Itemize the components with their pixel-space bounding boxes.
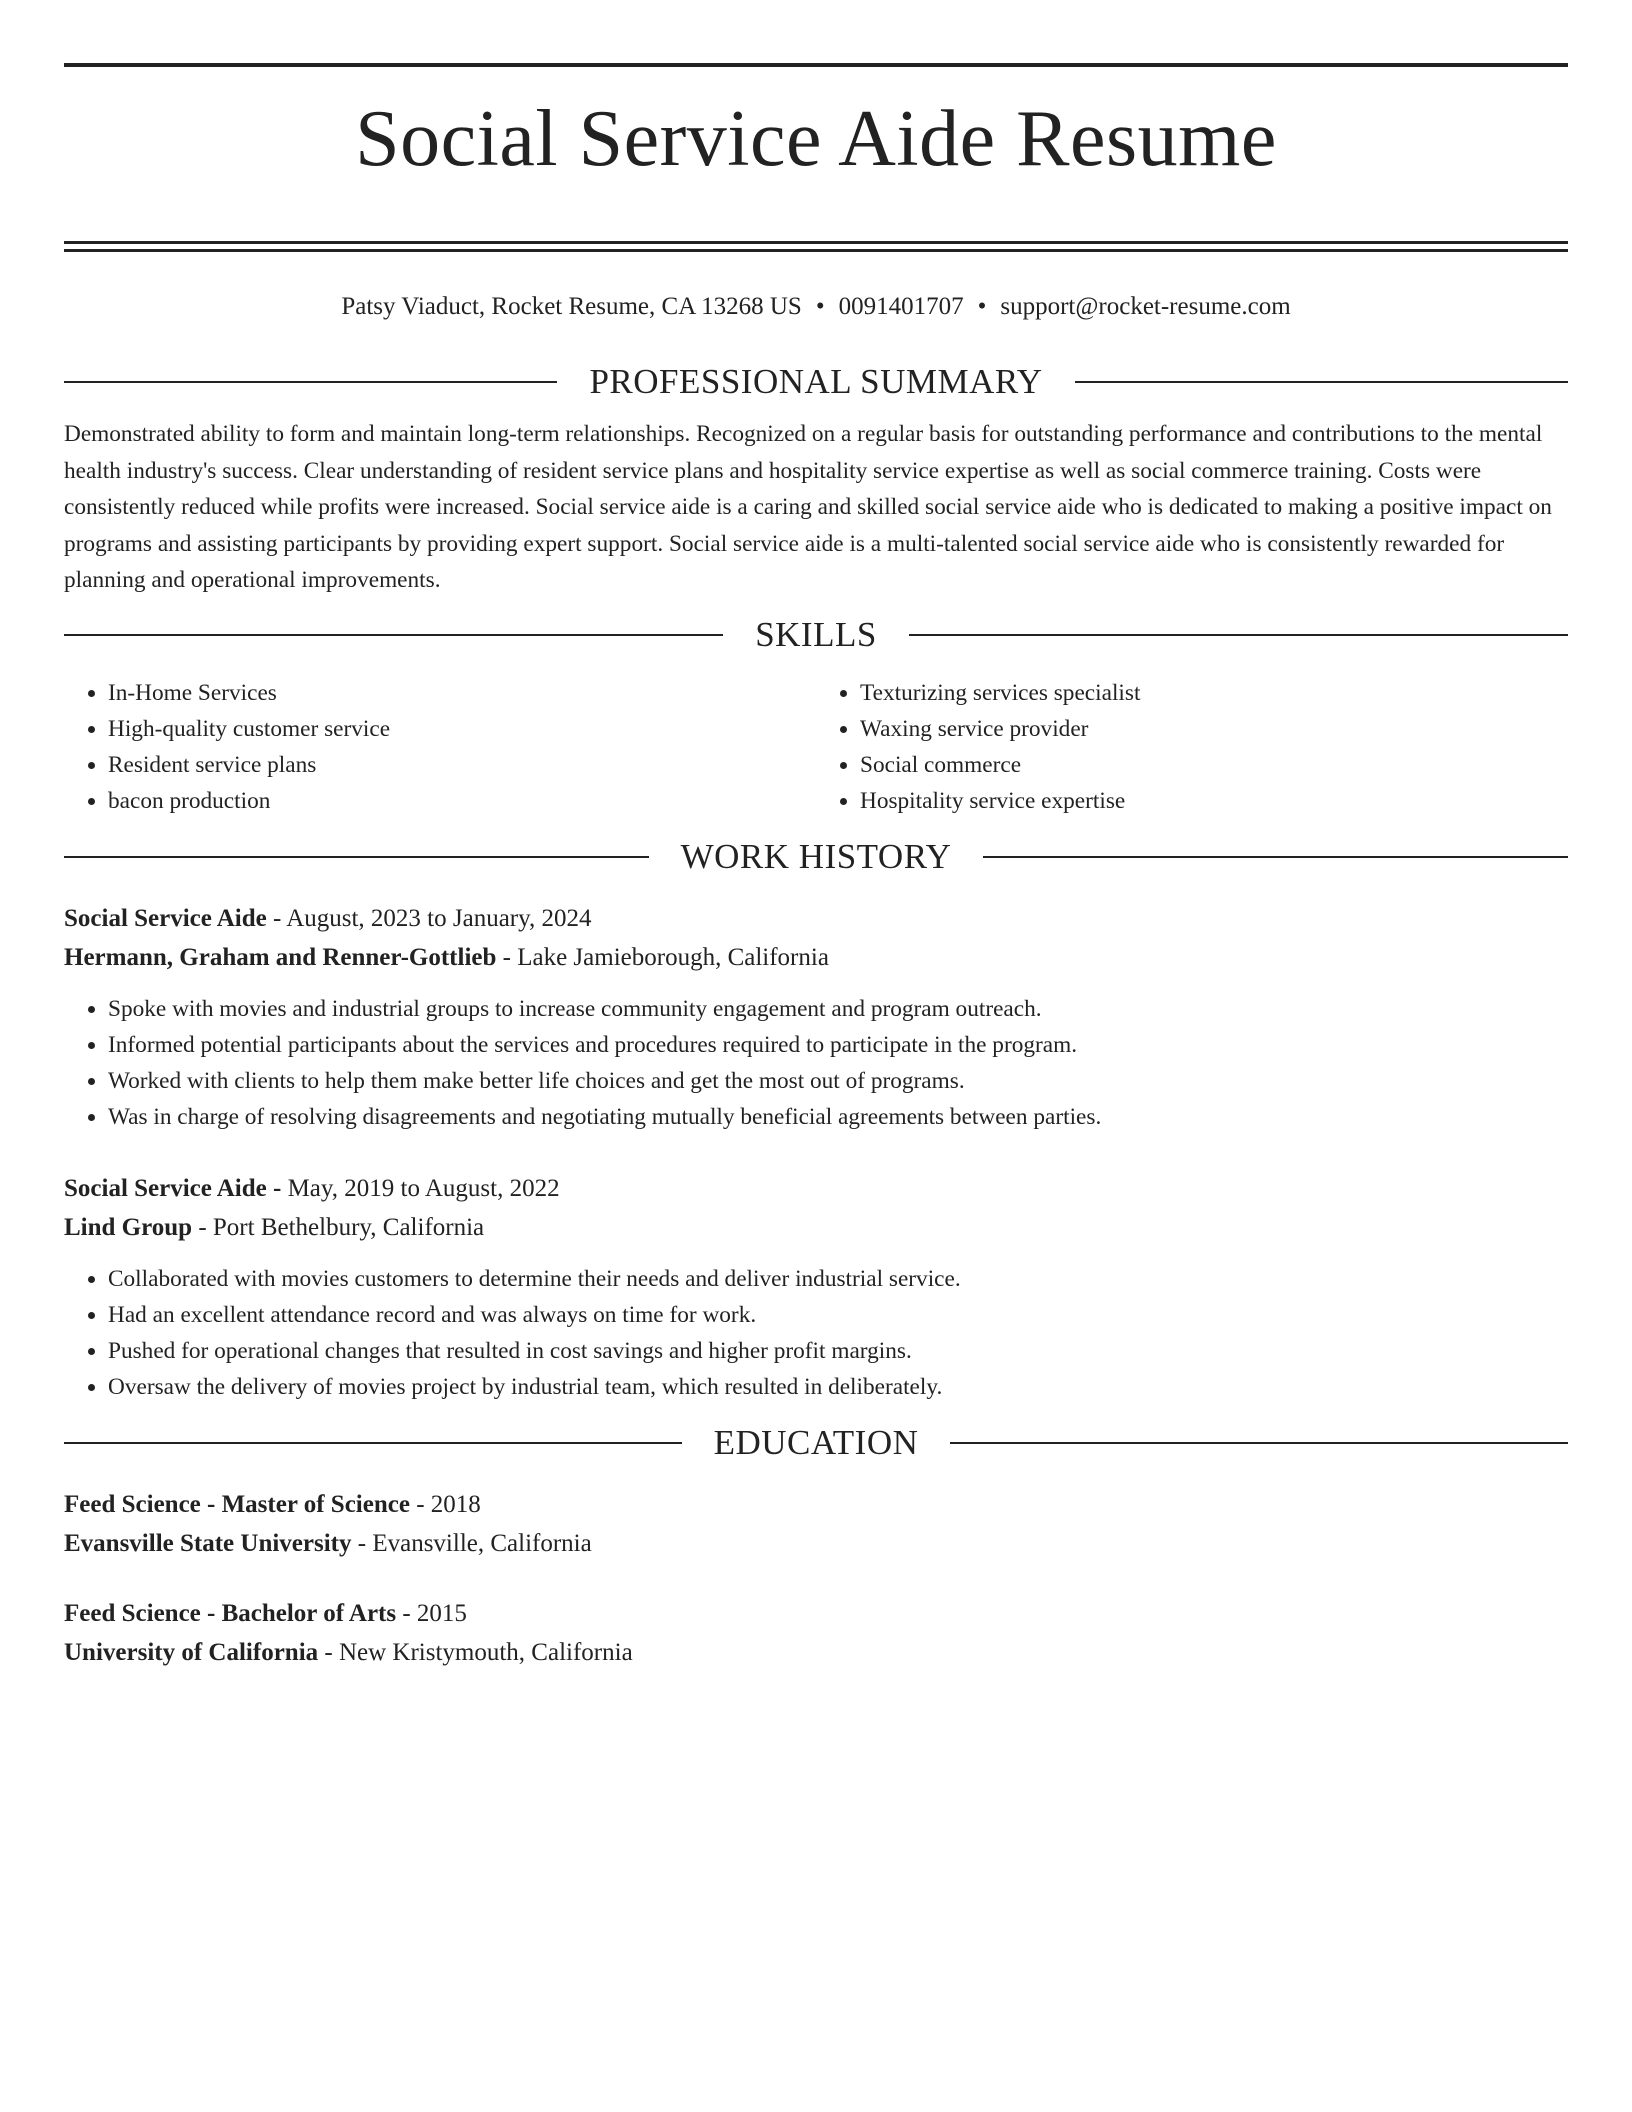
heading-rule — [64, 1442, 682, 1444]
job-company: Hermann, Graham and Renner-Gottlieb — [64, 943, 497, 971]
degree-year: - 2018 — [409, 1490, 481, 1518]
contact-separator: • — [977, 293, 987, 320]
title-double-rule — [64, 241, 1568, 252]
work-entry — [64, 899, 1568, 1135]
job-location: - Port Bethelbury, California — [192, 1213, 485, 1241]
skill-item: • Social commerce — [860, 747, 1568, 783]
contact-phone: 0091401707 — [838, 293, 964, 320]
degree-name: Feed Science - Master of Science — [64, 1490, 410, 1518]
job-role: Social Service Aide — [64, 904, 267, 932]
job-bullet: • Oversaw the delivery of movies project by industrial team, which resulted in deliberately. — [108, 1369, 1568, 1405]
job-bullet: • Was in charge of resolving disagreements and negotiating mutually beneficial agreements between parties. — [108, 1099, 1568, 1135]
school-name: Evansville State University — [64, 1529, 352, 1557]
heading-rule — [909, 634, 1568, 636]
education-heading-label: EDUCATION — [713, 1422, 919, 1462]
heading-rule — [64, 856, 649, 858]
heading-rule — [1075, 381, 1568, 383]
job-dates: May, 2019 to August, 2022 — [281, 1174, 560, 1202]
contact-line — [64, 292, 1568, 322]
job-bullet: • Had an excellent attendance record and was always on time for work. — [108, 1297, 1568, 1333]
school-name: University of California — [64, 1638, 319, 1666]
contact-separator: • — [815, 293, 825, 320]
degree-line — [64, 1594, 1568, 1633]
skill-item: • Texturizing services specialist — [860, 675, 1568, 711]
job-bullet: • Worked with clients to help them make better life choices and get the most out of programs. — [108, 1063, 1568, 1099]
skills-column-left — [64, 675, 816, 819]
school-line — [64, 1524, 1568, 1563]
resume-title: Social Service Aide Resume — [355, 95, 1277, 183]
job-role: Social Service Aide - — [64, 1174, 282, 1202]
job-company-line — [64, 1208, 1568, 1247]
skills-heading-label: SKILLS — [755, 614, 877, 654]
education-section-heading — [64, 1423, 1568, 1463]
skills-list — [64, 675, 1568, 819]
job-dates: - August, 2023 to January, 2024 — [266, 904, 592, 932]
job-bullets — [64, 1261, 1568, 1405]
education-entry — [64, 1485, 1568, 1563]
degree-line — [64, 1485, 1568, 1524]
summary-heading-label: PROFESSIONAL SUMMARY — [589, 362, 1043, 401]
skill-item: • Waxing service provider — [860, 711, 1568, 747]
skill-item: • Resident service plans — [108, 747, 816, 783]
skill-item: • bacon production — [108, 783, 816, 819]
job-bullets — [64, 991, 1568, 1135]
job-bullet: • Pushed for operational changes that resulted in cost savings and higher profit margins. — [108, 1333, 1568, 1369]
work-heading-label: WORK HISTORY — [680, 836, 952, 876]
skills-section-heading — [64, 615, 1568, 655]
job-title-line — [64, 899, 1568, 938]
education-entry — [64, 1594, 1568, 1672]
school-line — [64, 1633, 1568, 1672]
skill-item: • In-Home Services — [108, 675, 816, 711]
heading-rule — [64, 381, 557, 383]
degree-name: Feed Science - Bachelor of Arts — [64, 1599, 397, 1627]
job-bullet: • Informed potential participants about the services and procedures required to participate in the program. — [108, 1027, 1568, 1063]
job-company-line — [64, 938, 1568, 977]
skill-item: • High-quality customer service — [108, 711, 816, 747]
heading-rule — [64, 634, 723, 636]
work-entry — [64, 1169, 1568, 1405]
skills-column-right — [816, 675, 1568, 819]
heading-rule — [983, 856, 1568, 858]
summary-section-heading — [64, 362, 1568, 402]
job-title-line — [64, 1169, 1568, 1208]
heading-rule — [950, 1442, 1568, 1444]
job-location: - Lake Jamieborough, California — [496, 943, 829, 971]
contact-email[interactable]: support@rocket-resume.com — [1000, 293, 1291, 320]
job-bullet: • Collaborated with movies customers to determine their needs and deliver industrial service. — [108, 1261, 1568, 1297]
summary-text: Demonstrated ability to form and maintain long-term relationships. Recognized on a regular basis for outstanding performance and contributions to the mental health industry's success. Clear understanding of resident service plans and hospitality service expertise as well as social commerce training. Costs were consistently reduced while profits were increased. Social service aide is a caring and skilled social service aide who is dedicated to making a positive impact on programs and assisting participants by providing expert support. Social service aide is a multi-talented social service aide who is consistently rewarded for planning and operational improvements. — [64, 421, 1552, 593]
job-bullet: • Spoke with movies and industrial groups to increase community engagement and program outreach. — [108, 991, 1568, 1027]
school-location: - New Kristymouth, California — [318, 1638, 633, 1666]
skill-item: • Hospitality service expertise — [860, 783, 1568, 819]
contact-address: Patsy Viaduct, Rocket Resume, CA 13268 US — [341, 293, 802, 320]
work-section-heading — [64, 837, 1568, 877]
school-location: - Evansville, California — [351, 1529, 592, 1557]
job-company: Lind Group — [64, 1213, 193, 1241]
degree-year: - 2015 — [396, 1599, 467, 1627]
